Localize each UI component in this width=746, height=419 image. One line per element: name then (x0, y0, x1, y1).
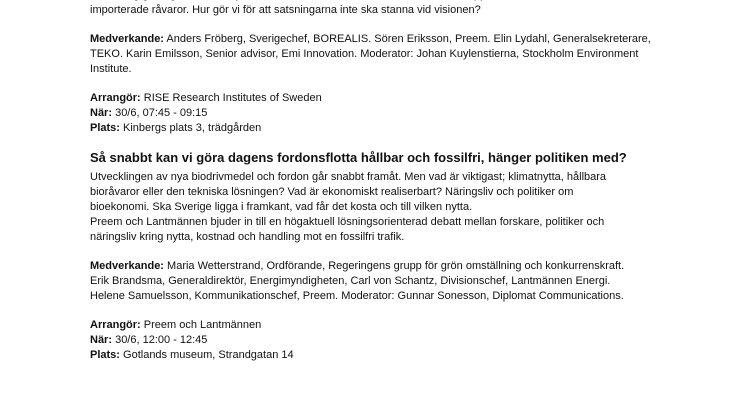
when-label: När: (90, 107, 113, 119)
text-line: Utvecklingen av nya biodrivmedel och fordon går snabbt framåt. Men vad är viktigast; klimatnytta, hållbara (90, 171, 607, 183)
organizer-line (90, 318, 730, 333)
when-value: 30/6, 12:00 - 12:45 (112, 334, 208, 346)
text-line: importerade råvaror. Hur gör vi för att satsningarna inte ska stanna vid visionen? (90, 4, 481, 16)
participants-line: Helene Samuelsson, Kommunikationschef, Preem. Moderator: Gunnar Sonesson, Diplomat Communications. (90, 290, 624, 302)
organizer-value: RISE Research Institutes of Sweden (140, 92, 322, 104)
participants-label: Medverkande: (90, 33, 164, 45)
when-line (90, 106, 730, 121)
text-line: bioråvaror eller den tekniska lösningen? Vad är ekonomiskt realiserbart? Näringsliv och politiker om (90, 186, 574, 198)
document-page (90, 0, 730, 377)
event2-description (90, 170, 730, 245)
participants-line (90, 259, 730, 274)
place-label: Plats: (90, 349, 120, 361)
organizer-label: Arrangör: (90, 92, 141, 104)
event2-participants (90, 259, 730, 304)
intro-paragraph (90, 0, 730, 18)
participants-text: Anders Fröberg, Sverigechef, BOREALIS. Sören Eriksson, Preem. Elin Lydahl, Generalsekreterare, (163, 33, 651, 45)
place-line (90, 348, 730, 363)
text-line: Preem och Lantmännen bjuder in till en högaktuell lösningsorienterad debatt mellan forskare, politiker och (90, 216, 605, 228)
event1-details (90, 91, 730, 136)
participants-line: Institute. (90, 63, 132, 75)
place-label: Plats: (90, 122, 120, 134)
place-line (90, 121, 730, 136)
organizer-label: Arrangör: (90, 319, 141, 331)
text-line: näringsliv kring nytta, kostnad och handling mot en fossilfri trafik. (90, 231, 405, 243)
participants-line: Erik Brandsma, Generaldirektör, Energimyndigheten, Carl von Schantz, Divisionschef, Lantmännen Energi. (90, 275, 611, 287)
place-value: Kinbergs plats 3, trädgården (119, 122, 262, 134)
event2-title: Så snabbt kan vi göra dagens fordonsflotta hållbar och fossilfri, hänger politiken med? (90, 150, 627, 165)
participants-line (90, 32, 730, 47)
event1-participants (90, 32, 730, 77)
text-line: bioekonomi. Ska Sverige ligga i framkant, vad får det kosta och till vilken nytta. (90, 201, 473, 213)
organizer-value: Preem och Lantmännen (140, 319, 262, 331)
when-line (90, 333, 730, 348)
participants-text: Maria Wetterstrand, Ordförande, Regeringens grupp för grön omställning och konkurrenskraft. (163, 260, 625, 272)
when-label: När: (90, 334, 113, 346)
organizer-line (90, 91, 730, 106)
participants-label: Medverkande: (90, 260, 164, 272)
participants-line: TEKO. Karin Emilsson, Senior advisor, Emi Innovation. Moderator: Johan Kuylenstierna, Stockholm Environment (90, 48, 639, 60)
place-value: Gotlands museum, Strandgatan 14 (119, 349, 294, 361)
when-value: 30/6, 07:45 - 09:15 (112, 107, 208, 119)
event2-details (90, 318, 730, 363)
